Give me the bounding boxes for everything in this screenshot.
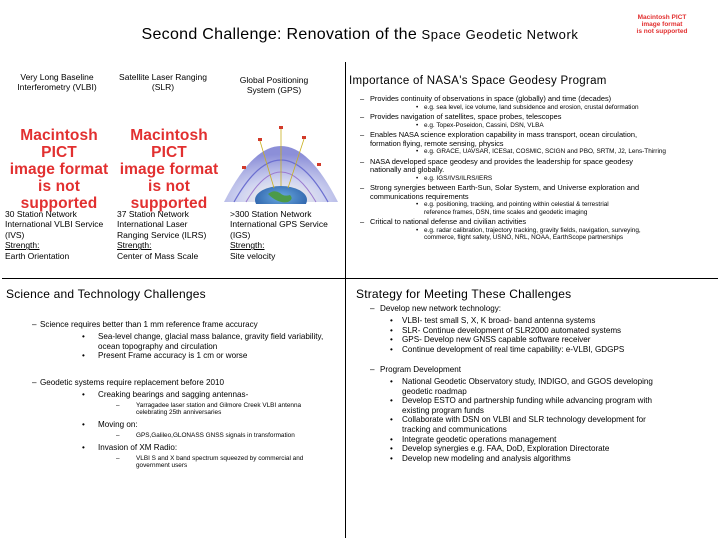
importance-item: – Provides continuity of observations in space (globally) and time (decades) bbox=[360, 94, 612, 103]
strategy-heading: Strategy for Meeting These Challenges bbox=[356, 287, 572, 301]
importance-subitem: • e.g. IGS/IVS/ILRS/IERS bbox=[416, 174, 493, 182]
science-req-bullets bbox=[82, 332, 332, 361]
gps-illustration bbox=[222, 108, 340, 204]
replacement-bullet: • Invasion of XM Radio: bbox=[82, 443, 178, 453]
strategy-prog: – Program Development bbox=[370, 365, 461, 374]
strategy-bullet: • Develop ESTO and partnership funding while advancing program with existing program funds bbox=[390, 396, 653, 415]
importance-subitem: • e.g. sea level, ice volume, land subsidence and erosion, crustal deformation bbox=[416, 103, 639, 111]
strategy-bullet: • Develop synergies e.g. FAA, DoD, Exploration Directorate bbox=[390, 444, 610, 454]
slr-pict-placeholder: Macintosh PICT image format is not supported bbox=[119, 127, 219, 212]
horizontal-divider bbox=[2, 278, 718, 279]
replacement-bullets bbox=[82, 390, 332, 470]
vlbi-pict-placeholder: Macintosh PICT image format is not supported bbox=[9, 127, 109, 212]
importance-subitem: • e.g. radar calibration, trajectory tracking, gravity fields, navigation, surveying, commerce, flight safety, USNO, NRL, NOAA, EarthScope partnerships bbox=[416, 226, 641, 242]
strategy-bullet: • Develop new modeling and analysis algorithms bbox=[390, 453, 571, 463]
vlbi-header: Very Long Baseline Interferometry (VLBI) bbox=[17, 72, 97, 92]
science-heading: Science and Technology Challenges bbox=[6, 287, 206, 301]
strategy-bullet: • Collaborate with DSN on VLBI and SLR technology development for tracking and communications bbox=[390, 415, 646, 434]
vlbi-station-info: 30 Station Network International VLBI Service (IVS) Strength: Earth Orientation bbox=[5, 209, 104, 261]
importance-item: – Enables NASA science exploration capability in mass transport, ocean circulation, formation flying, remote sensing, physics bbox=[360, 130, 638, 148]
importance-item: – Strong synergies between Earth-Sun, Solar System, and Universe exploration and communications requirements bbox=[360, 183, 640, 201]
pict-placeholder-stamp: Macintosh PICT image format is not supported bbox=[636, 14, 688, 35]
importance-subitem: • e.g. Topex-Poseidon, Cassini, DSN, VLBA bbox=[416, 121, 544, 129]
importance-subitem: • e.g. positioning, tracking, and pointing within celestial & terrestrial reference frames, DSN, time scales and geodetic imaging bbox=[416, 201, 609, 216]
slr-header: Satellite Laser Ranging (SLR) bbox=[119, 72, 207, 92]
strategy-bullet: • VLBI- test small S, X, K broad- band antenna systems bbox=[390, 316, 596, 325]
replacement-subitem: – GPS,Galileo,GLONASS GNSS signals in transformation bbox=[116, 432, 295, 439]
science-requirement: – Science requires better than 1 mm reference frame accuracy bbox=[32, 320, 258, 329]
geodetic-replacement: – Geodetic systems require replacement before 2010 bbox=[32, 378, 225, 387]
science-bullet: • Present Frame accuracy is 1 cm or worse bbox=[82, 351, 248, 361]
science-bullet: • Sea-level change, glacial mass balance, gravity field variability, ocean topography and circulation bbox=[82, 332, 324, 351]
gps-header: Global Positioning System (GPS) bbox=[239, 75, 309, 95]
vertical-divider bbox=[345, 62, 346, 538]
strategy-bullet: • GPS- Develop new GNSS capable software receiver bbox=[390, 335, 591, 345]
strategy-dev: – Develop new network technology: bbox=[370, 304, 502, 313]
importance-list bbox=[360, 95, 710, 242]
strategy-bullet: • National Geodetic Observatory study, INDIGO, and GGOS developing geodetic roadmap bbox=[390, 377, 653, 396]
page-title: Second Challenge: Renovation of the Space Geodetic Network bbox=[141, 26, 579, 43]
slr-station-info: 37 Station Network International Laser Ranging Service (ILRS) Strength: Center of Mass Scale bbox=[117, 209, 207, 261]
importance-item: – Critical to national defense and civilian activities bbox=[360, 217, 527, 227]
strategy-bullet: • SLR- Continue development of SLR2000 automated systems bbox=[390, 325, 622, 335]
strategy-dev-bullets bbox=[390, 316, 710, 354]
gps-station-info: >300 Station Network International GPS Service (IGS) Strength: Site velocity bbox=[230, 209, 328, 261]
replacement-bullet: • Moving on: bbox=[82, 420, 138, 430]
importance-item: – NASA developed space geodesy and provides the leadership for space geodesy nationally and globally. bbox=[360, 156, 633, 175]
strategy-bullet: • Integrate geodetic operations management bbox=[390, 434, 557, 444]
strategy-bullet: • Continue development of real time capability: e-VLBI, GDGPS bbox=[390, 344, 625, 354]
replacement-subitem: – VLBI S and X band spectrum squeezed by commercial and government users bbox=[116, 455, 304, 470]
importance-heading: Importance of NASA's Space Geodesy Program bbox=[349, 75, 607, 87]
importance-item: – Provides navigation of satellites, space probes, telescopes bbox=[360, 112, 562, 121]
replacement-bullet: • Creaking bearings and sagging antennas- bbox=[82, 390, 249, 399]
importance-subitem: • e.g. GRACE, UAVSAR, ICESat, COSMIC, SCIGN and PBO, SRTM, J2, Lens-Thirring bbox=[416, 148, 666, 156]
replacement-subitem: – Yarragadee laser station and Gilmore Creek VLBI antenna celebrating 25th anniversaries bbox=[116, 401, 302, 416]
strategy-prog-bullets bbox=[390, 377, 660, 463]
